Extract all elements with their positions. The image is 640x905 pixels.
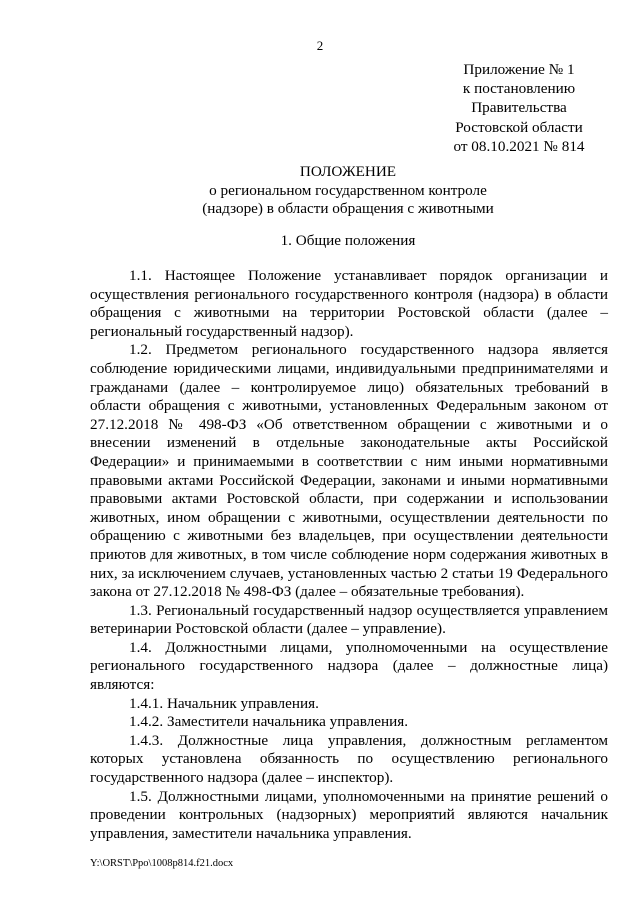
paragraph-1-4-2: 1.4.2. Заместители начальника управления. — [129, 713, 409, 731]
paragraph-1-4-1: 1.4.1. Начальник управления. — [129, 694, 319, 712]
paragraph-1-5: 1.5. Должностными лицами, уполномоченными на принятие решений о проведении контрольных (надзорных) мероприятий являются начальник управления, заместители начальника управления. — [90, 787, 608, 842]
title-line: о региональном государственном контроле — [209, 181, 487, 199]
paragraph-1-4: 1.4. Должностными лицами, уполномоченными на осуществление регионального государственного надзора (далее – должностные лица) являются: — [90, 638, 608, 694]
appendix-line: Приложение № 1 — [463, 61, 575, 78]
document-title — [90, 163, 606, 219]
appendix-line: Правительства — [471, 99, 567, 117]
appendix-line: к постановлению — [462, 80, 576, 98]
footer-file-path: Y:\ORST\Ppo\1008p814.f21.docx — [90, 858, 234, 869]
paragraph-1-3: 1.3. Региональный государственный надзор осуществляется управлением ветеринарии Ростовской области (далее – управление). — [90, 601, 608, 638]
title-line: (надзоре) в области обращения с животными — [202, 200, 494, 218]
paragraph-1-1: 1.1. Настоящее Положение устанавливает порядок организации и осуществления регионального государственного контроля (надзора) в области обращения с животными на территории Ростовской области (далее – региональный государственный надзор). — [90, 267, 608, 340]
paragraph-1-4-3: 1.4.3. Должностные лица управления, должностным регламентом которых установлена обязанность по осуществлению регионального государственного надзора (далее – инспектор). — [90, 731, 608, 787]
section-heading: 1. Общие положения — [280, 232, 416, 249]
title-heading: ПОЛОЖЕНИЕ — [299, 163, 397, 180]
appendix-line: Ростовской области — [455, 118, 583, 136]
appendix-block — [420, 60, 618, 156]
document-body — [90, 267, 608, 843]
appendix-line: от 08.10.2021 № 814 — [453, 137, 585, 155]
paragraph-1-2: 1.2. Предметом регионального государственного надзора является соблюдение юридическими лицами, индивидуальными предпринимателями и гражданами (далее – контролируемое лицо) обязательных требований в области обращения с животными, установленных Федеральным законом от 27.12.2018 № 498-ФЗ «Об ответственном обращении с животными и о внесении изменений в отдельные законодательные акты Российской Федерации» и принимаемыми в соответствии с ним иными нормативными правовыми актами Российской Федерации, законами и иными нормативными правовыми актами Ростовской области, при содержании и использовании животных, ином обращении с животными, осуществлении деятельности по обращению с животными без владельцев, при осуществлении деятельности приютов для животных, в том числе соблюдение норм содержания животных в них, за исключением случаев, установленных частью 2 статьи 19 Федерального закона от 27.12.2018 № 498-ФЗ (далее – обязательные требования). — [90, 341, 608, 601]
page-number: 2 — [316, 38, 324, 53]
